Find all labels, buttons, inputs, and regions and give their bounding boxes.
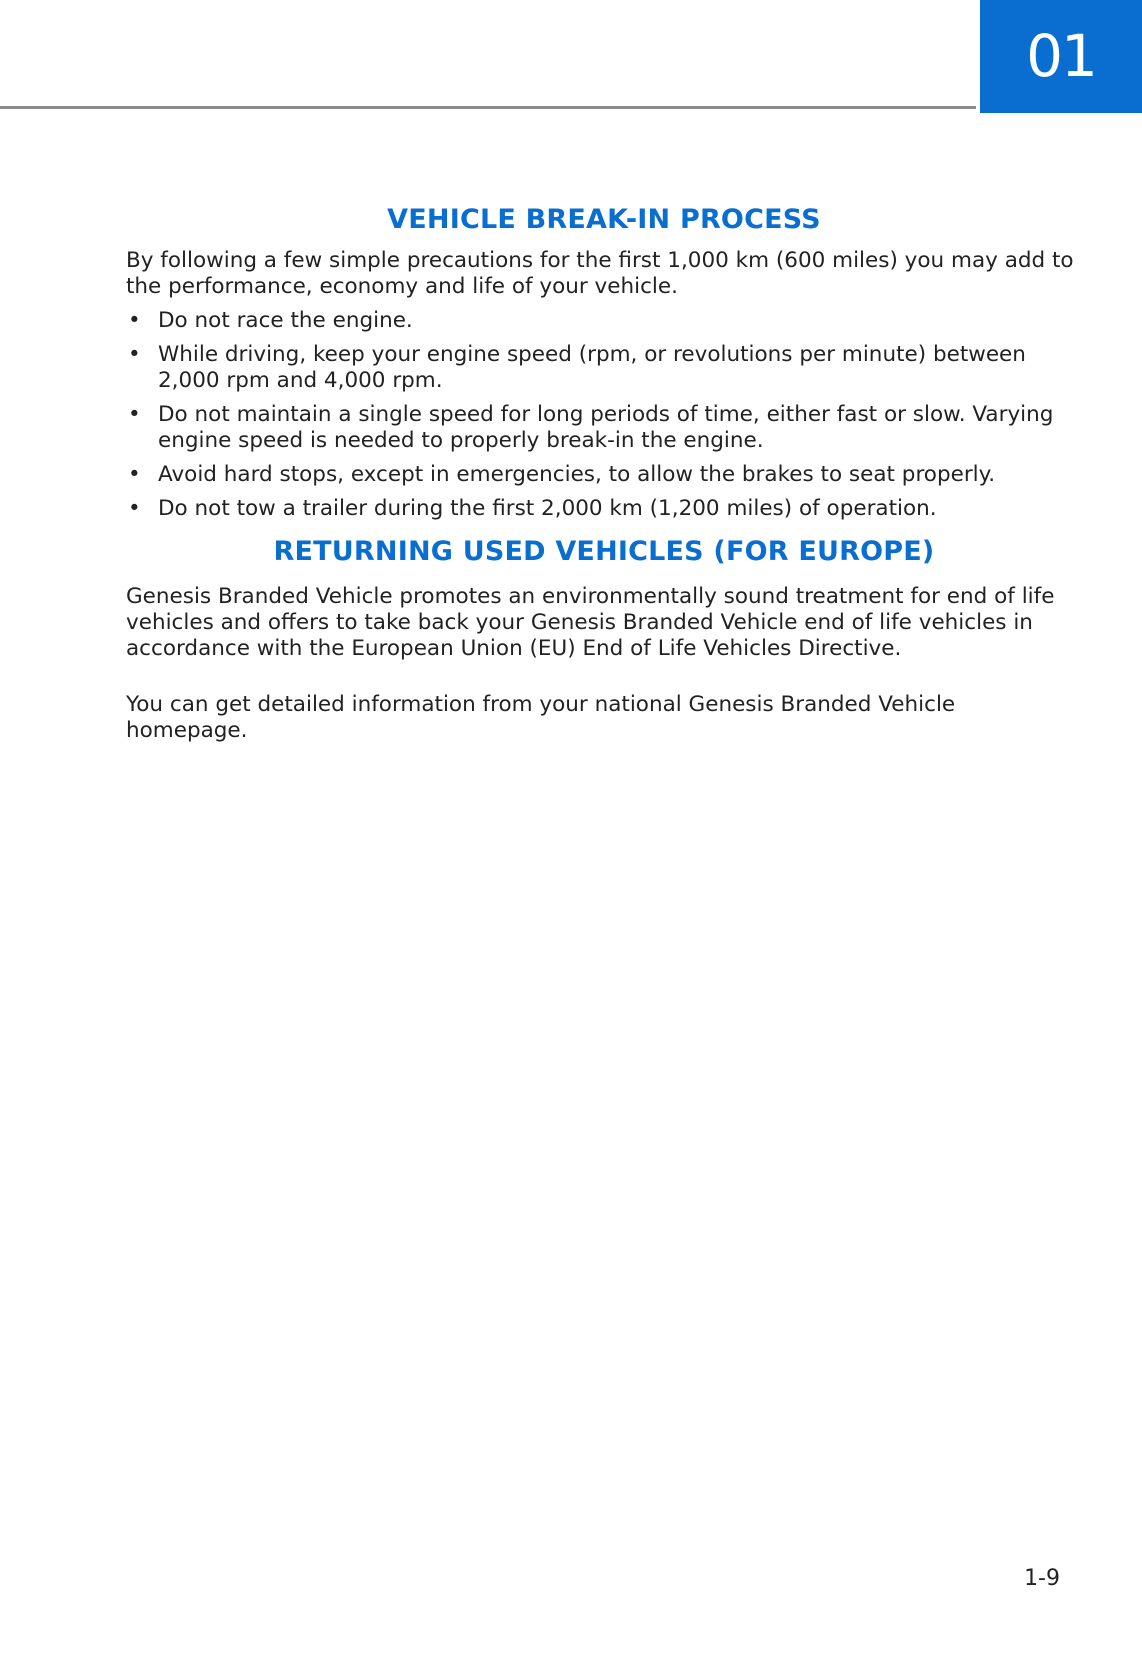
break-in-bullet-list [126,308,1082,522]
chapter-tab: 01 [980,0,1142,113]
list-item-text: Do not tow a trailer during the first 2,000 km (1,200 miles) of operation. [158,496,937,521]
bullet-dot: • [128,462,141,487]
page-number: 1-9 [1024,1566,1060,1591]
list-item [126,308,1082,334]
section-title-break-in: VEHICLE BREAK-IN PROCESS [387,204,821,235]
returning-vehicles-paragraph: Genesis Branded Vehicle promotes an environmentally sound treatment for end of life vehicles and offers to take back your Genesis Branded Vehicle end of life vehicles in accordance with the European Union (EU) End of Life Vehicles Directive. [126,584,1055,661]
bullet-dot: • [128,402,141,427]
list-item [126,496,1082,522]
list-item-text: Avoid hard stops, except in emergencies, to allow the brakes to seat properly. [158,462,996,487]
list-item-text: Do not race the engine. [158,308,413,333]
list-item [126,462,1082,488]
header-rule [0,106,976,109]
list-item-text: Do not maintain a single speed for long periods of time, either fast or slow. Varying engine speed is needed to properly break-in the engine. [158,402,1054,453]
bullet-dot: • [128,308,141,333]
section-title-returning-vehicles: RETURNING USED VEHICLES (FOR EUROPE) [273,536,935,567]
list-item-text: While driving, keep your engine speed (rpm, or revolutions per minute) between 2,000 rpm and 4,000 rpm. [158,342,1026,393]
bullet-dot: • [128,342,141,367]
list-item [126,402,1082,454]
page-content [126,198,1082,744]
list-item [126,342,1082,394]
bullet-dot: • [128,496,141,521]
break-in-intro: By following a few simple precautions for the first 1,000 km (600 miles) you may add to the performance, economy and life of your vehicle. [126,248,1074,299]
returning-vehicles-info-paragraph: You can get detailed information from your national Genesis Branded Vehicle homepage. [126,692,956,743]
